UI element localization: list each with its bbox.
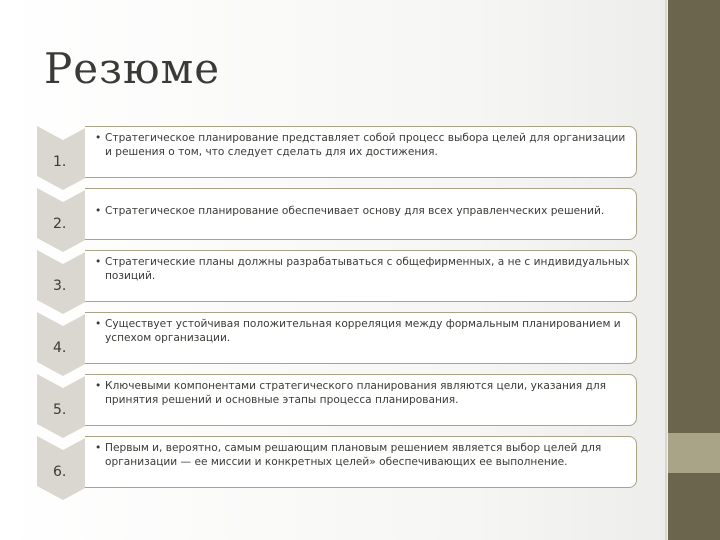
item-text-wrap (93, 379, 630, 407)
side-band-bottom (668, 473, 720, 540)
item-card (85, 436, 637, 488)
bullet-icon: • (95, 380, 102, 392)
summary-item-5 (37, 374, 637, 430)
item-number: 1. (53, 154, 67, 170)
item-text: Стратегическое планирование обеспечивает основу для всех управленческих решений. (105, 205, 605, 217)
item-text-wrap (93, 204, 630, 218)
item-text: Существует устойчивая положительная корреляция между формальным планированием и успехом организации. (105, 318, 621, 344)
side-band-middle (668, 433, 720, 473)
item-number: 5. (53, 402, 67, 418)
item-text: Первым и, вероятно, самым решающим плановым решением является выбор целей для организации — ее миссии и конкретных целей» обеспечивающих ее выполнение. (105, 442, 602, 468)
item-number: 3. (53, 278, 67, 294)
item-text-wrap (93, 131, 630, 159)
bullet-icon: • (95, 205, 102, 217)
item-card (85, 312, 637, 364)
summary-item-6 (37, 436, 637, 492)
summary-item-2 (37, 188, 637, 244)
summary-item-3 (37, 250, 637, 306)
side-band-top (668, 0, 720, 433)
bullet-icon: • (95, 318, 102, 330)
item-text-wrap (93, 317, 630, 345)
summary-item-4 (37, 312, 637, 368)
item-card (85, 250, 637, 302)
slide-divider (665, 0, 667, 540)
bullet-icon: • (95, 132, 102, 144)
item-text-wrap (93, 441, 630, 469)
bullet-icon: • (95, 256, 102, 268)
item-text: Ключевыми компонентами стратегического планирования являются цели, указания для принятия решений и основные этапы процесса планирования. (105, 380, 606, 406)
item-number: 6. (53, 464, 67, 480)
item-card (85, 374, 637, 426)
item-card (85, 126, 637, 178)
slide-title: Резюме (44, 44, 221, 93)
item-number: 2. (53, 216, 67, 232)
bullet-icon: • (95, 442, 102, 454)
item-text-wrap (93, 255, 630, 283)
summary-item-1 (37, 126, 637, 182)
item-text: Стратегические планы должны разрабатываться с общефирменных, а не с индивидуальных позиций. (105, 256, 630, 282)
item-text: Стратегическое планирование представляет собой процесс выбора целей для организации и решения о том, что следует сделать для их достижения. (105, 132, 626, 158)
item-card (85, 188, 637, 240)
item-number: 4. (53, 340, 67, 356)
